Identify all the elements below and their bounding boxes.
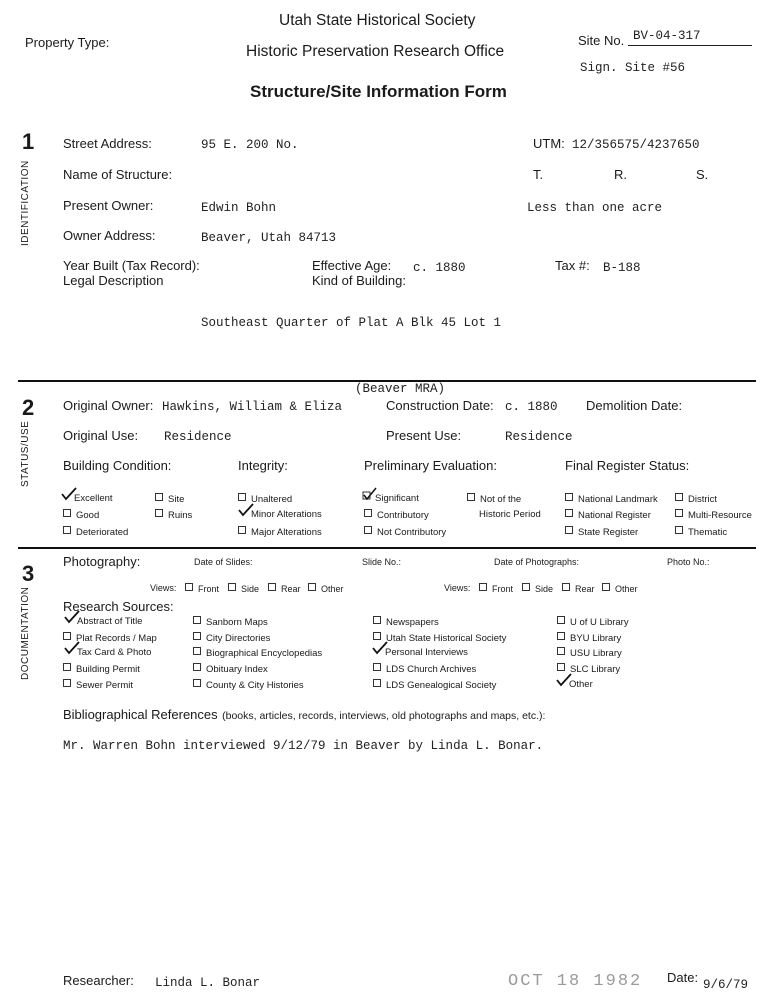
date-of-slides-label: Date of Slides: bbox=[194, 557, 253, 567]
checkbox-icon bbox=[238, 526, 246, 534]
present-use-label: Present Use: bbox=[386, 428, 462, 443]
received-date-stamp: OCT 18 1982 bbox=[508, 972, 643, 991]
section-1-side-label: IDENTIFICATION bbox=[20, 160, 31, 246]
original-use-label: Original Use: bbox=[63, 428, 139, 443]
source-sanborn-maps[interactable]: Sanborn Maps bbox=[193, 616, 268, 628]
source-tax-card[interactable]: Tax Card & Photo bbox=[66, 647, 151, 658]
checkbox-icon bbox=[565, 526, 573, 534]
option-good[interactable]: Good bbox=[63, 509, 99, 521]
checkbox-icon bbox=[193, 632, 201, 640]
source-usu-library[interactable]: USU Library bbox=[557, 647, 622, 659]
photography-label: Photography: bbox=[63, 554, 141, 569]
checkmark-icon bbox=[63, 493, 71, 501]
original-owner-label: Original Owner: bbox=[63, 398, 154, 413]
owner-address-value: Beaver, Utah 84713 bbox=[201, 231, 337, 245]
source-newspapers[interactable]: Newspapers bbox=[373, 616, 439, 628]
checkbox-icon bbox=[155, 493, 163, 501]
site-no-value: BV-04-317 bbox=[633, 29, 701, 43]
original-owner-value: Hawkins, William & Eliza bbox=[162, 400, 343, 414]
source-abstract-of-title[interactable]: Abstract of Title bbox=[66, 616, 142, 627]
checkbox-icon bbox=[63, 632, 71, 640]
option-thematic[interactable]: Thematic bbox=[675, 526, 727, 538]
checkbox-icon bbox=[562, 583, 570, 591]
range-label: R. bbox=[614, 167, 627, 182]
option-significant[interactable]: Significant bbox=[364, 493, 419, 504]
checkbox-icon bbox=[63, 663, 71, 671]
research-sources-label: Research Sources: bbox=[63, 599, 174, 614]
year-built-label: Year Built (Tax Record): bbox=[63, 258, 200, 273]
researcher-value: Linda L. Bonar bbox=[155, 976, 261, 990]
option-site[interactable]: Site bbox=[155, 493, 184, 505]
source-utah-state-historical-society[interactable]: Utah State Historical Society bbox=[373, 632, 506, 644]
form-title: Structure/Site Information Form bbox=[250, 82, 507, 101]
photo-view-side[interactable]: Side bbox=[522, 583, 553, 594]
slide-view-side[interactable]: Side bbox=[228, 583, 259, 594]
source-building-permit[interactable]: Building Permit bbox=[63, 663, 140, 675]
source-plat-records[interactable]: Plat Records / Map bbox=[63, 632, 157, 644]
utm-value: 12/356575/4237650 bbox=[572, 138, 700, 152]
section-3-side-label: DOCUMENTATION bbox=[20, 586, 31, 680]
checkmark-icon bbox=[374, 647, 382, 655]
option-ruins[interactable]: Ruins bbox=[155, 509, 192, 521]
checkbox-icon bbox=[228, 583, 236, 591]
construction-date-value: c. 1880 bbox=[505, 400, 558, 414]
option-national-register[interactable]: National Register bbox=[565, 509, 651, 521]
photo-view-rear[interactable]: Rear bbox=[562, 583, 595, 594]
checkmark-icon bbox=[66, 616, 74, 624]
checkbox-icon bbox=[522, 583, 530, 591]
checkbox-icon bbox=[373, 663, 381, 671]
source-obituary-index[interactable]: Obituary Index bbox=[193, 663, 268, 675]
slide-view-other[interactable]: Other bbox=[308, 583, 344, 594]
final-register-status-label: Final Register Status: bbox=[565, 458, 690, 473]
owner-address-label: Owner Address: bbox=[63, 228, 156, 243]
researcher-label: Researcher: bbox=[63, 973, 134, 988]
checkbox-icon bbox=[238, 493, 246, 501]
street-address-value: 95 E. 200 No. bbox=[201, 138, 299, 152]
option-deteriorated[interactable]: Deteriorated bbox=[63, 526, 128, 538]
option-not-contributory[interactable]: Not Contributory bbox=[364, 526, 446, 538]
source-lds-genealogical-society[interactable]: LDS Genealogical Society bbox=[373, 679, 496, 691]
checkbox-icon bbox=[675, 493, 683, 501]
source-byu-library[interactable]: BYU Library bbox=[557, 632, 621, 644]
township-label: T. bbox=[533, 167, 544, 182]
utm-label: UTM: bbox=[533, 136, 565, 151]
checkbox-icon bbox=[675, 526, 683, 534]
checkbox-icon bbox=[308, 583, 316, 591]
section-s-label: S. bbox=[696, 167, 709, 182]
section-divider-2 bbox=[18, 547, 756, 549]
org-name: Utah State Historical Society bbox=[279, 12, 476, 29]
legal-description-value: Southeast Quarter of Plat A Blk 45 Lot 1 bbox=[201, 316, 502, 330]
slide-views-label: Views: bbox=[150, 583, 177, 593]
source-lds-church-archives[interactable]: LDS Church Archives bbox=[373, 663, 476, 675]
demolition-date-label: Demolition Date: bbox=[586, 398, 683, 413]
sign-site-note: Sign. Site #56 bbox=[580, 61, 686, 75]
checkbox-icon bbox=[602, 583, 610, 591]
option-contributory[interactable]: Contributory bbox=[364, 509, 429, 521]
option-not-of-the-historic-period[interactable]: Not of the bbox=[467, 493, 521, 505]
mra-note: (Beaver MRA) bbox=[355, 382, 446, 396]
checkbox-icon bbox=[467, 493, 475, 501]
checkbox-icon bbox=[193, 679, 201, 687]
bibliographical-references-value: Mr. Warren Bohn interviewed 9/12/79 in Beaver by Linda L. Bonar. bbox=[63, 739, 544, 753]
checkmark-icon bbox=[66, 647, 74, 655]
checkbox-icon bbox=[557, 663, 565, 671]
checkbox-icon bbox=[373, 632, 381, 640]
photo-view-other[interactable]: Other bbox=[602, 583, 638, 594]
checkbox-icon bbox=[479, 583, 487, 591]
kind-of-building-label: Kind of Building: bbox=[312, 273, 406, 288]
original-use-value: Residence bbox=[164, 430, 232, 444]
checkbox-icon bbox=[185, 583, 193, 591]
date-label: Date: bbox=[667, 970, 699, 985]
building-condition-label: Building Condition: bbox=[63, 458, 172, 473]
checkmark-icon bbox=[240, 509, 248, 517]
photo-view-front[interactable]: Front bbox=[479, 583, 513, 594]
source-other[interactable]: Other bbox=[558, 679, 593, 690]
source-county-city-histories[interactable]: County & City Histories bbox=[193, 679, 304, 691]
option-district[interactable]: District bbox=[675, 493, 717, 505]
checkmark-icon bbox=[364, 493, 372, 501]
effective-age-label: Effective Age: bbox=[312, 258, 392, 273]
checkbox-icon bbox=[63, 509, 71, 517]
checkbox-icon bbox=[155, 509, 163, 517]
property-type-label: Property Type: bbox=[25, 35, 110, 50]
checkbox-icon bbox=[63, 679, 71, 687]
section-1-number: 1 bbox=[22, 129, 35, 154]
slide-no-label: Slide No.: bbox=[362, 557, 402, 567]
date-value: 9/6/79 bbox=[703, 978, 749, 992]
option-excellent[interactable]: Excellent bbox=[63, 493, 113, 504]
historic-period-label: Historic Period bbox=[479, 509, 541, 520]
checkbox-icon bbox=[557, 616, 565, 624]
slide-view-front[interactable]: Front bbox=[185, 583, 219, 594]
street-address-label: Street Address: bbox=[63, 136, 152, 151]
slide-view-rear[interactable]: Rear bbox=[268, 583, 301, 594]
acreage-value: Less than one acre bbox=[527, 201, 663, 215]
tax-number-value: B-188 bbox=[603, 261, 641, 275]
checkbox-icon bbox=[557, 647, 565, 655]
photo-no-label: Photo No.: bbox=[667, 557, 710, 567]
checkbox-icon bbox=[565, 493, 573, 501]
checkbox-icon bbox=[565, 509, 573, 517]
checkbox-icon bbox=[364, 526, 372, 534]
integrity-label: Integrity: bbox=[238, 458, 288, 473]
source-u-of-u-library[interactable]: U of U Library bbox=[557, 616, 629, 628]
checkbox-icon bbox=[63, 526, 71, 534]
option-national-landmark[interactable]: National Landmark bbox=[565, 493, 658, 505]
checkbox-icon bbox=[268, 583, 276, 591]
source-slc-library[interactable]: SLC Library bbox=[557, 663, 620, 675]
option-multi-resource[interactable]: Multi-Resource bbox=[675, 509, 752, 521]
present-owner-label: Present Owner: bbox=[63, 198, 154, 213]
source-sewer-permit[interactable]: Sewer Permit bbox=[63, 679, 133, 691]
legal-description-label: Legal Description bbox=[63, 273, 164, 288]
date-of-photographs-label: Date of Photographs: bbox=[494, 557, 580, 567]
checkbox-icon bbox=[557, 632, 565, 640]
construction-date-label: Construction Date: bbox=[386, 398, 494, 413]
office-name: Historic Preservation Research Office bbox=[246, 43, 505, 60]
checkbox-icon bbox=[193, 647, 201, 655]
site-no-label: Site No. bbox=[578, 33, 625, 48]
photo-views-label: Views: bbox=[444, 583, 471, 593]
checkbox-icon bbox=[675, 509, 683, 517]
bibliographical-references-heading: Bibliographical References (books, articles, records, interviews, old photographs and maps, etc.): bbox=[63, 707, 546, 722]
tax-number-label: Tax #: bbox=[555, 258, 590, 273]
section-2-side-label: STATUS/USE bbox=[20, 420, 31, 487]
checkbox-icon bbox=[373, 616, 381, 624]
present-use-value: Residence bbox=[505, 430, 573, 444]
preliminary-evaluation-label: Preliminary Evaluation: bbox=[364, 458, 497, 473]
section-2-number: 2 bbox=[22, 395, 35, 420]
option-major-alterations[interactable]: Major Alterations bbox=[238, 526, 322, 538]
checkbox-icon bbox=[193, 663, 201, 671]
section-3-number: 3 bbox=[22, 561, 35, 586]
source-biographical-encyclopedias[interactable]: Biographical Encyclopedias bbox=[193, 647, 322, 659]
source-city-directories[interactable]: City Directories bbox=[193, 632, 270, 644]
option-unaltered[interactable]: Unaltered bbox=[238, 493, 292, 505]
checkmark-icon bbox=[558, 679, 566, 687]
site-no-underline bbox=[628, 45, 752, 46]
checkbox-icon bbox=[373, 679, 381, 687]
source-personal-interviews[interactable]: Personal Interviews bbox=[374, 647, 468, 658]
checkbox-icon bbox=[364, 509, 372, 517]
structure-name-label: Name of Structure: bbox=[63, 167, 173, 182]
option-state-register[interactable]: State Register bbox=[565, 526, 638, 538]
checkbox-icon bbox=[193, 616, 201, 624]
effective-age-value: c. 1880 bbox=[413, 261, 466, 275]
present-owner-value: Edwin Bohn bbox=[201, 201, 277, 215]
option-minor-alterations[interactable]: Minor Alterations bbox=[240, 509, 322, 520]
